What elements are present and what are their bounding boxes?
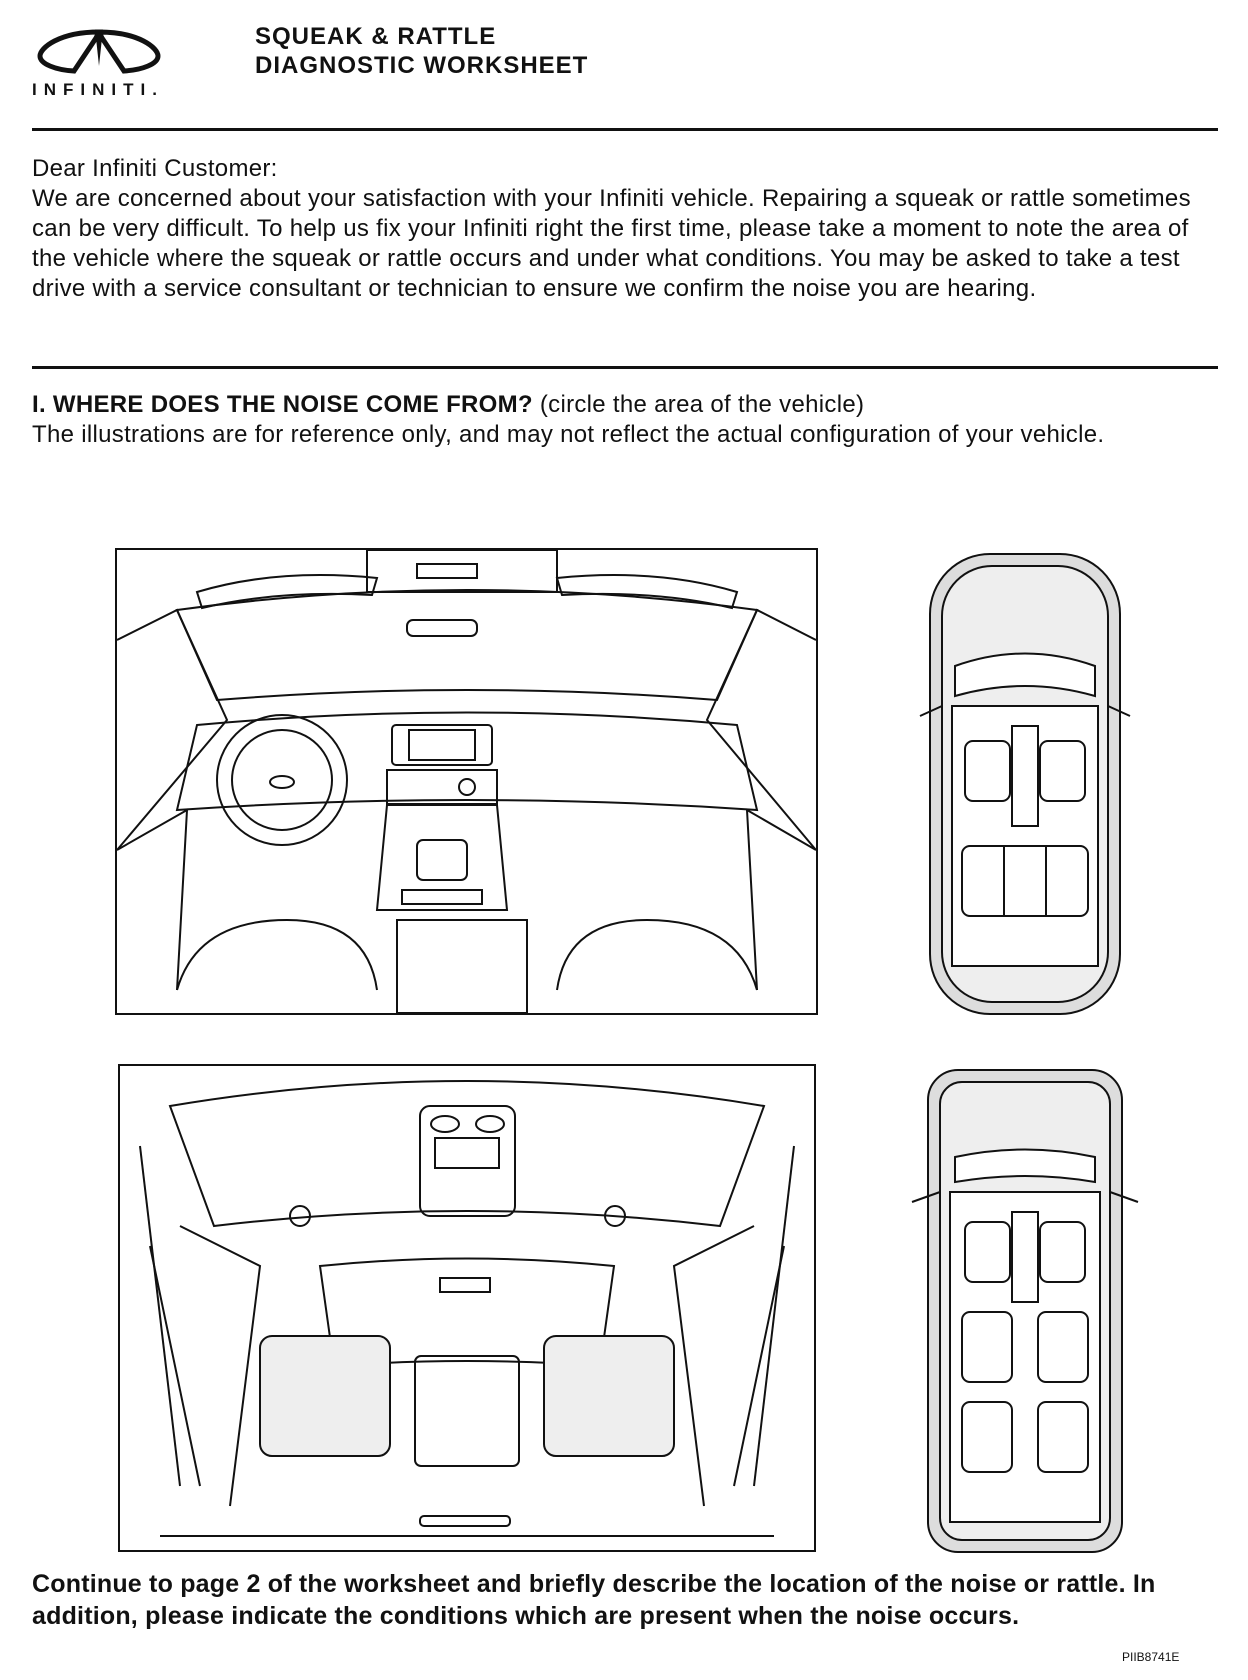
intro-body: We are concerned about your satisfaction with your Infiniti vehicle. Repairing a squeak or rattle sometimes can be very difficult. To help us fix your Infiniti right the first time, please take a moment to note the area of the vehicle where the squeak or rattle occurs and under what conditions. You may be asked to take a test drive with a service consultant or technician to ensure we confirm the noise you are hearing.: [32, 185, 1191, 302]
section-1-note: The illustrations are for reference only, and may not reflect the actual configuration of your vehicle.: [32, 421, 1105, 448]
header-divider: [32, 128, 1218, 131]
rear-interior-illustration[interactable]: [118, 1064, 816, 1552]
section-1: [32, 390, 1222, 450]
front-interior-illustration[interactable]: [115, 548, 818, 1015]
sedan-top-view-illustration[interactable]: [900, 546, 1150, 1026]
closing-instructions: Continue to page 2 of the worksheet and briefly describe the location of the noise or rattle. In addition, please indicate the conditions which are present when the noise occurs.: [32, 1570, 1156, 1630]
figure-code: PIIB8741E: [1122, 1650, 1180, 1664]
section-1-heading: I. WHERE DOES THE NOISE COME FROM?: [32, 391, 533, 418]
salutation: Dear Infiniti Customer:: [32, 155, 278, 182]
intro-text: [32, 154, 1222, 304]
section-1-heading-note: (circle the area of the vehicle): [539, 391, 865, 418]
title-line-1: SQUEAK & RATTLE: [255, 23, 497, 50]
worksheet-title: [255, 22, 588, 80]
brand-wordmark: INFINITI.: [32, 80, 164, 99]
section-divider: [32, 366, 1218, 369]
suv-top-view-illustration[interactable]: [900, 1062, 1150, 1562]
title-line-2: DIAGNOSTIC WORKSHEET: [255, 52, 589, 79]
